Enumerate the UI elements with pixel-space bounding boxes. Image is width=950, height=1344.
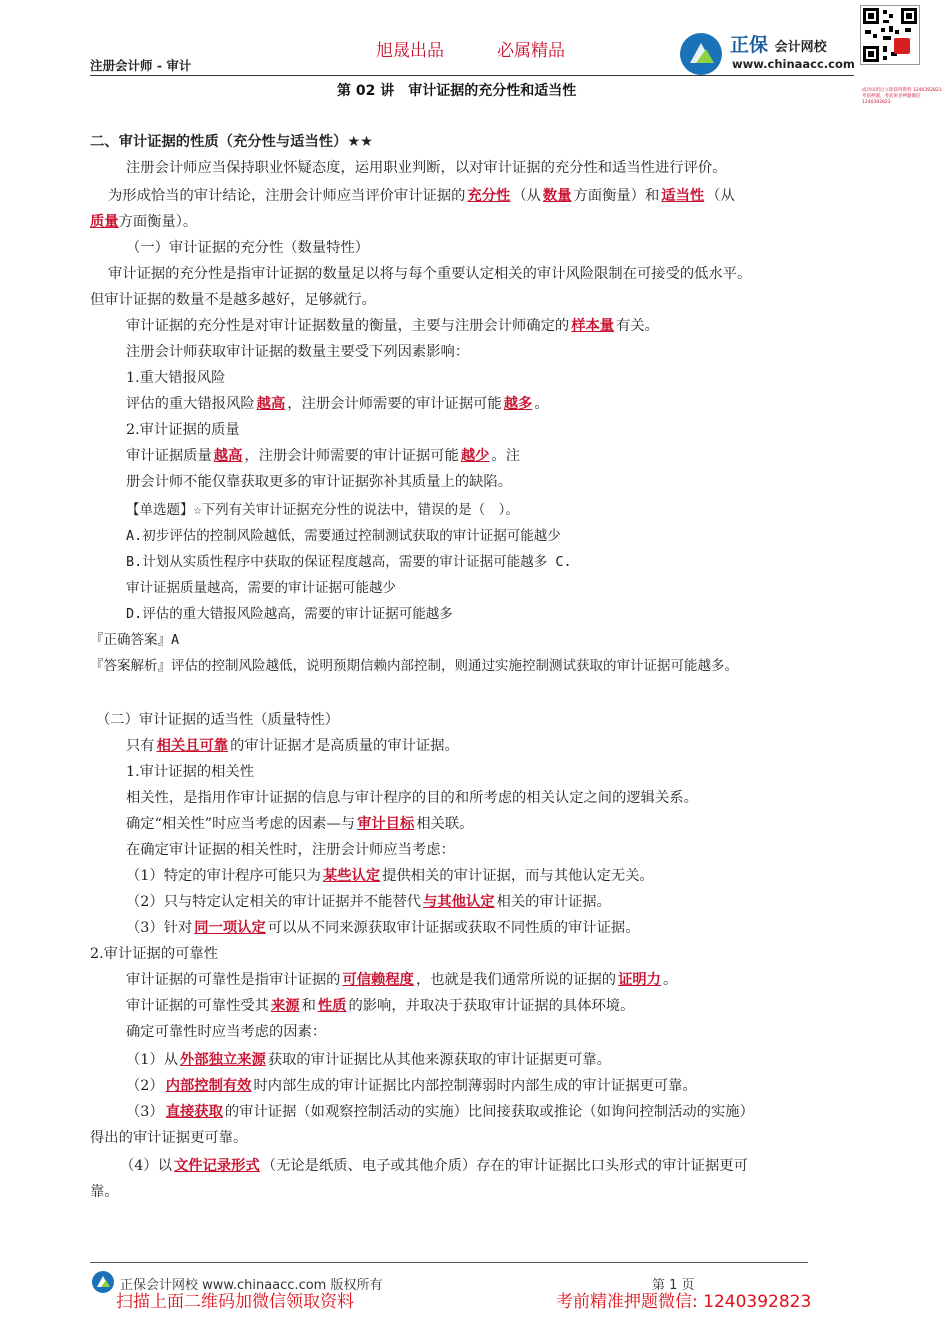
paragraph: 确定可靠性时应当考虑的因素： xyxy=(126,1024,327,1040)
slogan-right: 必属精品 xyxy=(497,41,565,61)
page-title: 第 02 讲 审计证据的充分性和适当性 xyxy=(337,83,577,99)
brand-url: www.chinaacc.com xyxy=(732,57,855,71)
paragraph: 相关性，是指用作审计证据的信息与审计程序的目的和所考虑的相关认定之间的逻辑关系。 xyxy=(126,790,698,806)
paragraph: 审计证据的充分性是指审计证据的数量足以将与每个重要认定相关的审计风险限制在可接受的低水平。 xyxy=(108,266,752,282)
paragraph: 注册会计师应当保持职业怀疑态度，运用职业判断，以对审计证据的充分性和适当性进行评价。 xyxy=(126,160,727,176)
brand-logo-icon xyxy=(680,33,722,75)
list-item: （2） 内部控制有效 时内部生成的审计证据比内部控制薄弱时内部生成的审计证据更可靠。 xyxy=(126,1078,697,1094)
course-label: 注册会计师 - 审计 xyxy=(90,58,192,73)
qr-code-icon xyxy=(860,5,920,65)
footer-divider xyxy=(90,1262,808,1263)
paragraph: 注册会计师获取审计证据的数量主要受下列因素影响： xyxy=(126,344,470,360)
question-option-c: 审计证据质量越高，需要的审计证据可能越少 xyxy=(126,580,396,596)
paragraph: 册会计师不能仅靠获取更多的审计证据弥补其质量上的缺陷。 xyxy=(126,474,513,490)
paragraph: 但审计证据的数量不是越多越好，足够就行。 xyxy=(90,292,376,308)
list-item: （1）从 外部独立来源 获取的审计证据比从其他来源获取的审计证据更可靠。 xyxy=(126,1052,611,1068)
paragraph: 审计证据的可靠性受其 来源 和 性质 的影响，并取决于获取审计证据的具体环境。 xyxy=(126,998,635,1014)
brand-name: 正保 会计网校 xyxy=(730,34,827,56)
section-heading: 二、审计证据的性质（充分性与适当性）★★ xyxy=(90,134,373,150)
paragraph: 审计证据质量 越高 ，注册会计师需要的审计证据可能 越少 。注 xyxy=(126,448,521,464)
paragraph: 只有 相关且可靠 的审计证据才是高质量的审计证据。 xyxy=(126,738,459,754)
list-item: （1）特定的审计程序可能只为 某些认定 提供相关的审计证据，而与其他认定无关。 xyxy=(126,868,654,884)
question-stem: 【单选题】☆下列有关审计证据充分性的说法中，错误的是（ ）。 xyxy=(126,502,519,518)
factor-title: 2.审计证据的可靠性 xyxy=(90,946,219,962)
paragraph: 审计证据的可靠性是指审计证据的 可信赖程度 ，也就是我们通常所说的证据的 证明力 。 xyxy=(126,972,678,988)
paragraph: 为形成恰当的审计结论，注册会计师应当评价审计证据的 充分性 （从 数量 方面衡量）和 适当性 （从 xyxy=(108,188,735,204)
factor-title: 2.审计证据的质量 xyxy=(126,422,240,438)
qr-center-badge-icon xyxy=(894,38,910,54)
slogan-left: 旭晟出品 xyxy=(376,41,444,61)
factor-title: 1.重大错报风险 xyxy=(126,370,226,386)
question-option-b: B.计划从实质性程序中获取的保证程度越高，需要的审计证据可能越多 C. xyxy=(126,554,572,570)
promo-left: 扫描上面二维码加微信领取资料 xyxy=(116,1292,354,1312)
footer-page-number: 第 1 页 xyxy=(652,1278,695,1293)
paragraph: 质量方面衡量）。 xyxy=(90,214,198,230)
question-option-d: D.评估的重大错报风险越高，需要的审计证据可能越多 xyxy=(126,606,453,622)
paragraph: 靠。 xyxy=(90,1184,119,1200)
qr-caption: 成功试用后立即获得资料 1240392823 考前押题，考前密卷押题微信：1240392823 xyxy=(862,88,942,105)
paragraph: 在确定审计证据的相关性时，注册会计师应当考虑： xyxy=(126,842,455,858)
list-item: （4）以 文件记录形式 （无论是纸质、电子或其他介质）存在的审计证据比口头形式的审计证据更可 xyxy=(120,1158,748,1174)
list-item: （3） 直接获取 的审计证据（如观察控制活动的实施）比间接获取或推论（如询问控制活动的实施） xyxy=(126,1104,754,1120)
list-item: （2）只与特定认定相关的审计证据并不能替代 与其他认定 相关的审计证据。 xyxy=(126,894,611,910)
paragraph: 确定“相关性”时应当考虑的因素—与 审计目标 相关联。 xyxy=(126,816,474,832)
question-option-a: A.初步评估的控制风险越低，需要通过控制测试获取的审计证据可能越少 xyxy=(126,528,561,544)
paragraph: 评估的重大错报风险 越高 ，注册会计师需要的审计证据可能 越多 。 xyxy=(126,396,549,412)
answer-analysis: 『答案解析』评估的控制风险越低，说明预期信赖内部控制，则通过实施控制测试获取的审计证据可能越多。 xyxy=(90,658,738,674)
factor-title: 1.审计证据的相关性 xyxy=(126,764,255,780)
paragraph: 审计证据的充分性是对审计证据数量的衡量，主要与注册会计师确定的 样本量 有关。 xyxy=(126,318,659,334)
correct-answer: 『正确答案』A xyxy=(90,632,180,648)
footer-copyright: 正保会计网校 www.chinaacc.com 版权所有 xyxy=(120,1278,383,1293)
subsection-heading: （二）审计证据的适当性（质量特性） xyxy=(96,712,340,728)
list-item: （3）针对 同一项认定 可以从不同来源获取审计证据或获取不同性质的审计证据。 xyxy=(126,920,640,936)
header-divider xyxy=(90,75,854,76)
promo-right: 考前精准押题微信: 1240392823 xyxy=(556,1292,812,1312)
subsection-heading: （一）审计证据的充分性（数量特性） xyxy=(126,240,370,256)
footer-logo-icon xyxy=(92,1271,114,1293)
paragraph: 得出的审计证据更可靠。 xyxy=(90,1130,248,1146)
